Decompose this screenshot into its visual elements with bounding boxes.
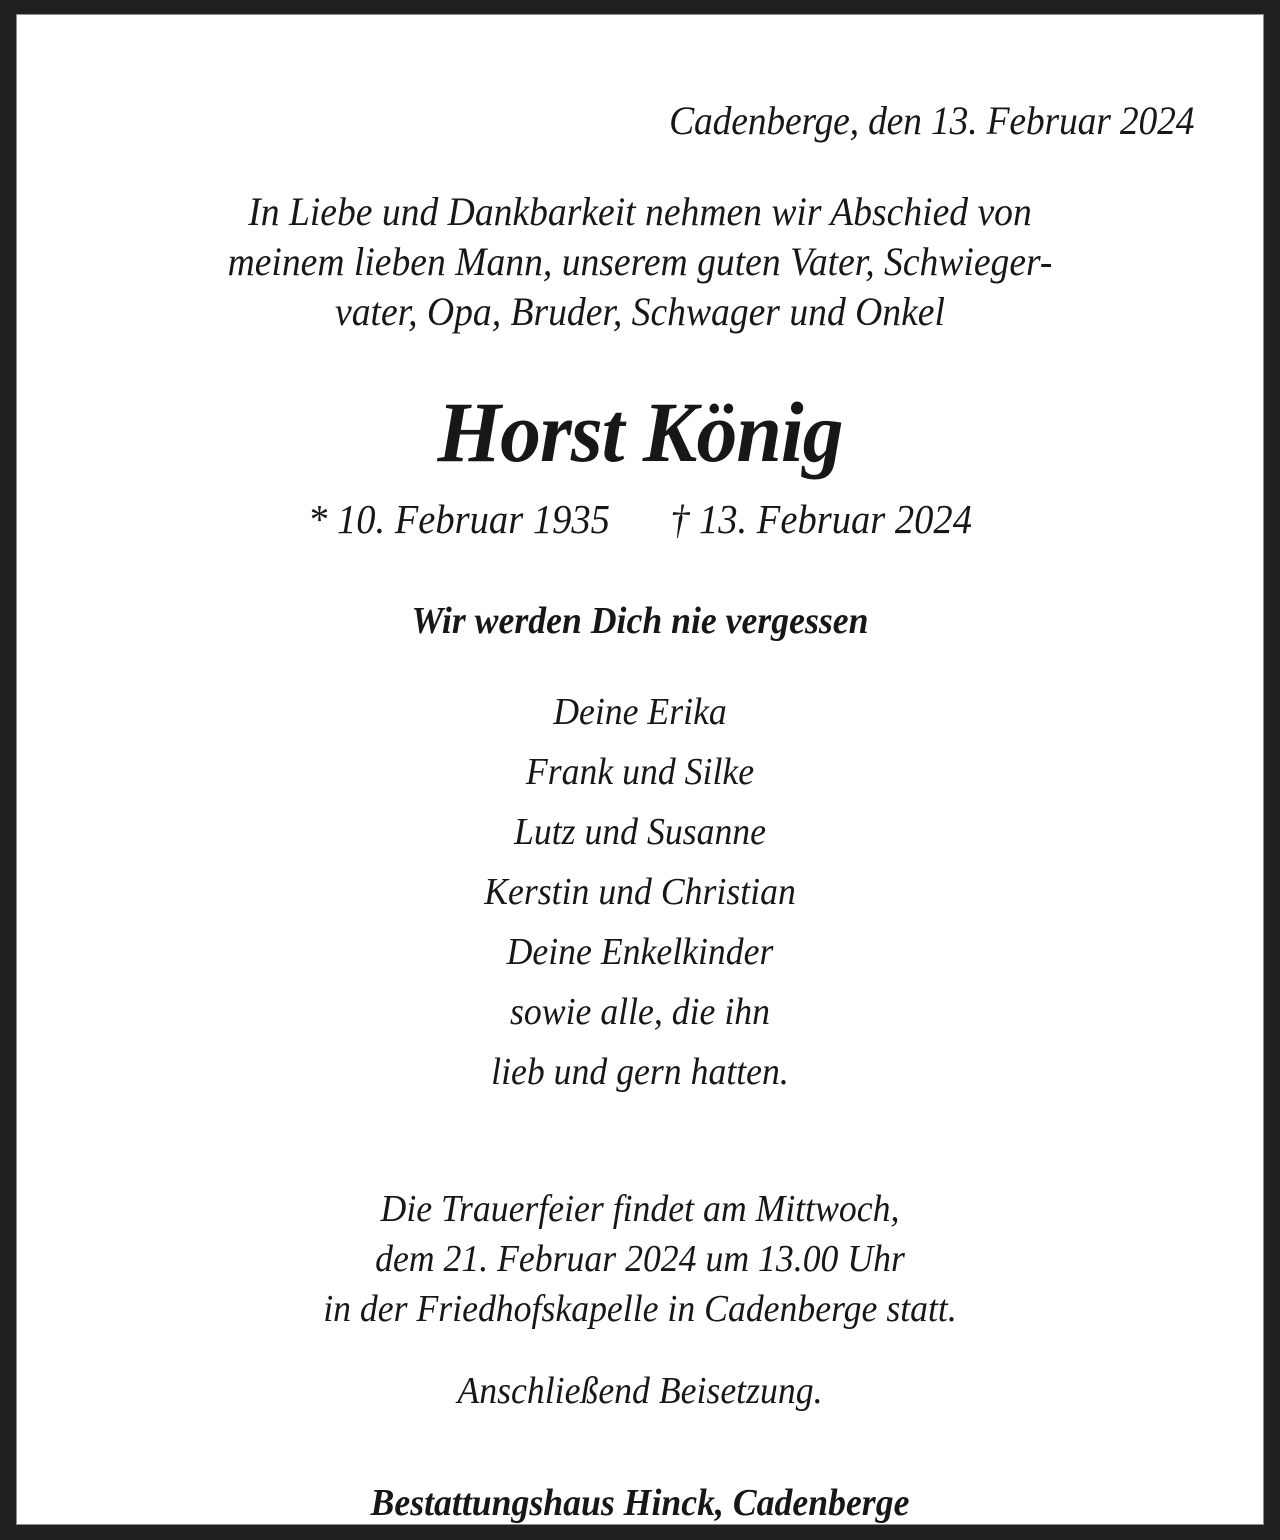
- death-dagger-icon: †: [670, 496, 690, 542]
- service-line-1: Die Trauerfeier findet am Mittwoch,: [380, 1188, 900, 1230]
- introduction-line-3: vater, Opa, Bruder, Schwager und Onkel: [335, 289, 945, 334]
- survivor-line: Deine Enkelkinder: [506, 931, 774, 973]
- death-date-spacer: [689, 496, 699, 542]
- burial-note: Anschließend Beisetzung.: [457, 1370, 823, 1412]
- death-date: 13. Februar 2024: [698, 496, 972, 542]
- survivor-line: Frank und Silke: [525, 751, 755, 793]
- survivor-line: sowie alle, die ihn: [510, 991, 770, 1033]
- obituary-card: [16, 14, 1264, 1525]
- birth-date-spacer: [327, 496, 337, 542]
- survivor-line: Kerstin und Christian: [484, 871, 796, 913]
- funeral-home-credit: Bestattungshaus Hinck, Cadenberge: [370, 1482, 910, 1524]
- birth-star-icon: *: [308, 496, 328, 542]
- introduction-paragraph: [65, 141, 1215, 337]
- birth-date: 10. Februar 1935: [336, 496, 610, 542]
- introduction-line-2: meinem lieben Mann, unserem guten Vater, Schwieger-: [227, 239, 1053, 284]
- life-dates: [100, 475, 1181, 540]
- introduction-line-1: In Liebe und Dankbarkeit nehmen wir Abschied von: [248, 189, 1032, 234]
- survivors-list: [65, 640, 1215, 1102]
- obituary-content: [17, 15, 1263, 1524]
- service-line-2: dem 21. Februar 2024 um 13.00 Uhr: [375, 1238, 905, 1280]
- memorial-line: Wir werden Dich nie vergessen: [411, 600, 869, 642]
- survivor-line: lieb und gern hatten.: [491, 1051, 789, 1093]
- service-line-3: in der Friedhofskapelle in Cadenberge statt.: [323, 1288, 957, 1330]
- survivor-line: Lutz und Susanne: [513, 811, 767, 853]
- deceased-name: Horst König: [437, 384, 843, 480]
- place-and-date: Cadenberge, den 13. Februar 2024: [669, 98, 1195, 143]
- survivor-line: Deine Erika: [553, 691, 727, 733]
- service-details: [65, 1102, 1215, 1334]
